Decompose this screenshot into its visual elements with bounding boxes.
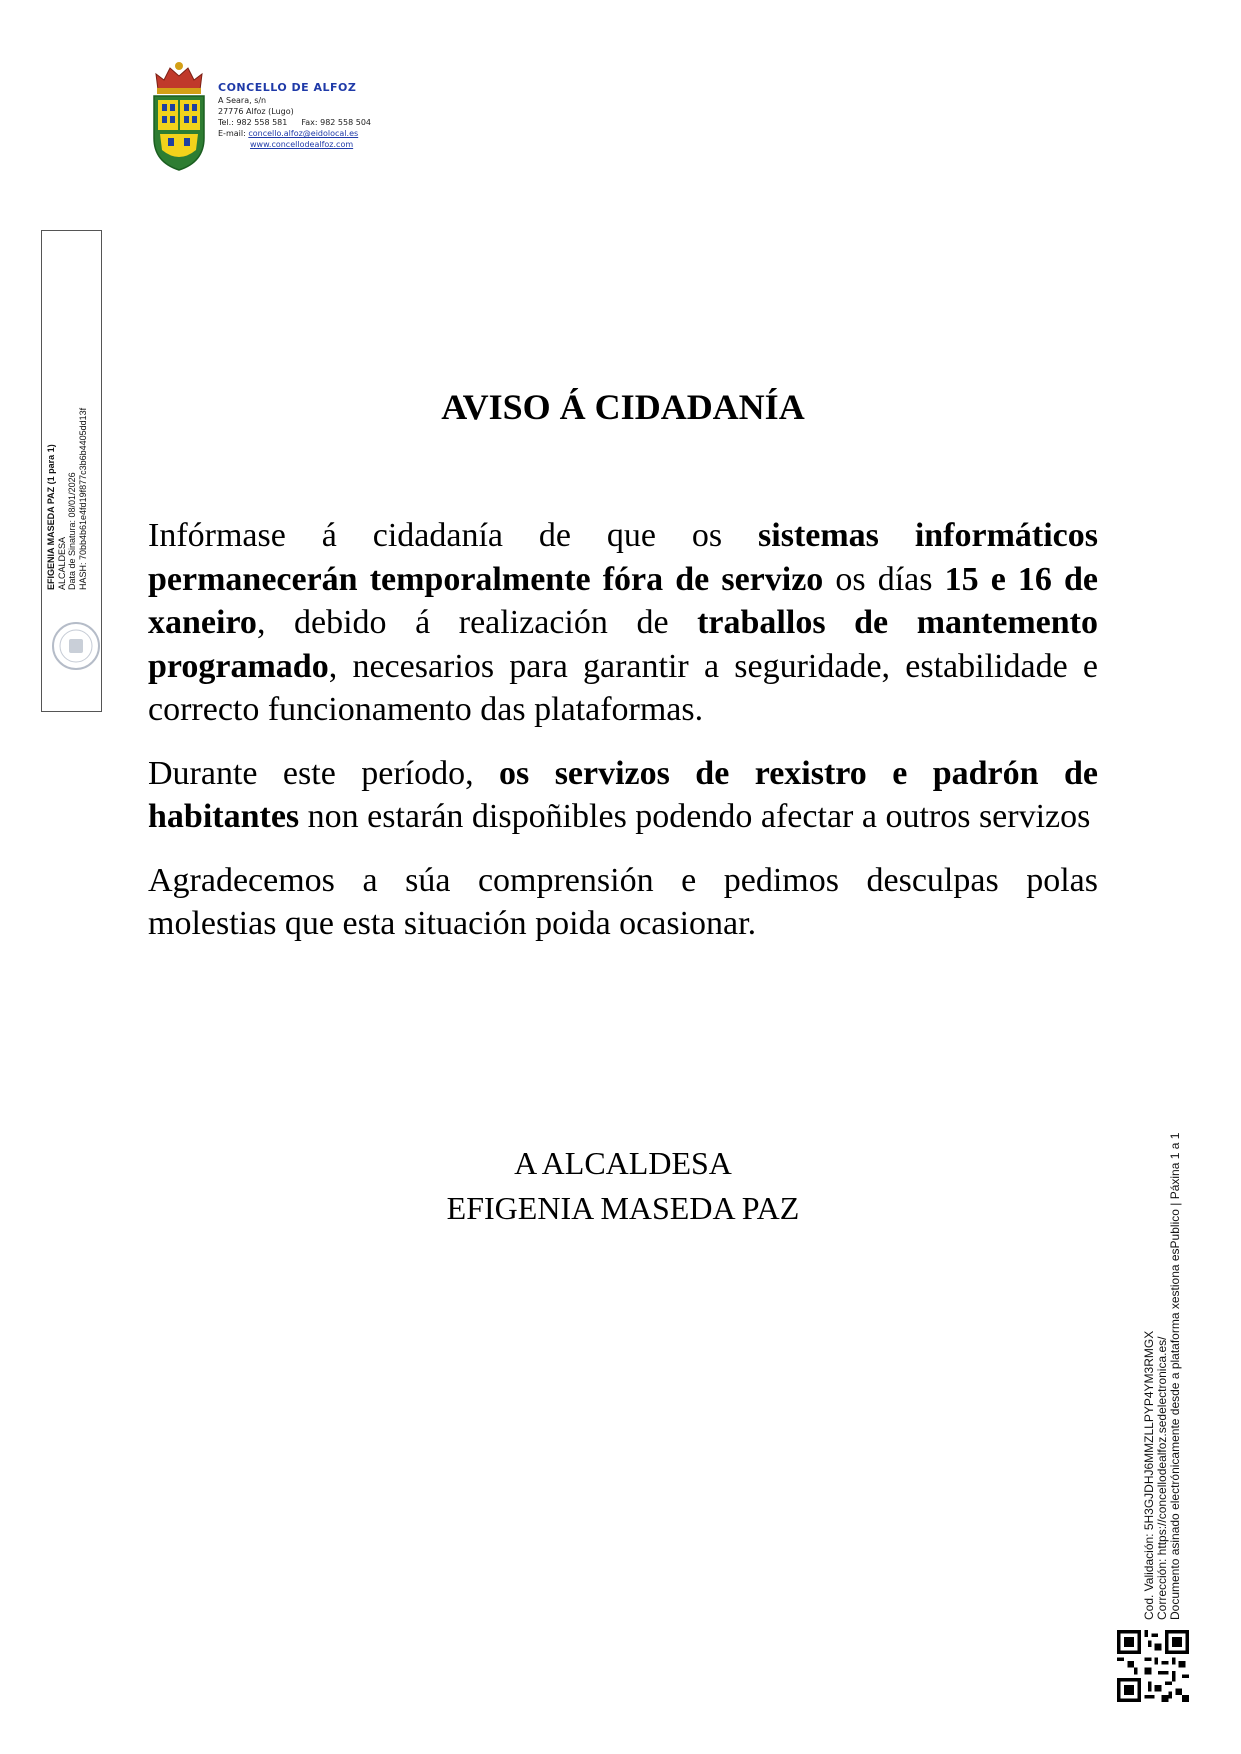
coat-of-arms-logo (150, 60, 208, 172)
org-web-link[interactable]: www.concellodealfoz.com (250, 140, 354, 149)
org-fax: Fax: 982 558 504 (301, 118, 371, 127)
bold-span: sistemas informáticos permanecerán temporalmente fóra de servizo (148, 517, 1098, 598)
text-span: , necesarios para garantir a seguridade, estabilidade e correcto funcionamento das plataformas. (148, 647, 1098, 728)
org-tel: Tel.: 982 558 581 (218, 118, 288, 127)
validation-url: Corrección: https://concellodealfoz.sedelectronica.es/ (1155, 1336, 1169, 1620)
org-phones (218, 117, 371, 128)
qr-code-icon[interactable] (1117, 1630, 1189, 1702)
signature-date: Data de Sinatura: 08/01/2026 (67, 472, 77, 590)
paragraph-2 (148, 752, 1098, 839)
org-email-label: E-mail: (218, 129, 246, 138)
org-postal: 27776 Alfoz (Lugo) (218, 107, 294, 116)
official-seal-icon (50, 620, 102, 672)
signature-info (46, 290, 88, 590)
paragraph-3: Agradecemos a súa comprensión e pedimos desculpas polas molestias que esta situación poida ocasionar. (148, 861, 1098, 942)
org-email-link[interactable]: concello.alfoz@eidolocal.es (248, 129, 359, 138)
org-email-line (218, 128, 371, 139)
signature-name: EFIGENIA MASEDA PAZ (446, 1190, 800, 1226)
signer-role: ALCALDESA (56, 536, 67, 590)
validation-code: Cod. Validación: 5H3GJDHJ6MMZLLPYP4YM3RMGX (1142, 1330, 1156, 1620)
document-title: AVISO Á CIDADANÍA (441, 387, 805, 427)
org-name: CONCELLO DE ALFOZ (218, 81, 357, 94)
signature-block (148, 1141, 1098, 1231)
signature-hash: HASH: 70bb4b61e4fd19f877c3b6b4405dd13f (77, 407, 88, 590)
org-address: A Seara, s/n (218, 96, 267, 105)
bold-span: 15 e 16 de xaneiro (148, 560, 1099, 641)
organization-header (218, 82, 371, 150)
paragraph-1 (148, 514, 1098, 732)
text-span: os días (823, 560, 945, 598)
text-span: Durante este período, (148, 754, 500, 792)
signer-name: EFIGENIA MASEDA PAZ (1 para 1) (46, 444, 56, 590)
signature-role: A ALCALDESA (514, 1145, 732, 1181)
validation-info (1143, 1100, 1182, 1620)
text-span: non estarán dispoñibles podendo afectar a outros servizos (299, 798, 1091, 835)
bold-span: traballos de mantemento programado (148, 604, 1098, 685)
validation-platform: Documento asinado electrónicamente desde a plataforma xestiona esPublico | Páxina 1 a 1 (1168, 1132, 1182, 1620)
text-span: , debido á realización de (256, 604, 698, 641)
document-body (148, 514, 1098, 966)
text-span: Infórmase á cidadanía de que os (148, 517, 759, 554)
bold-span: os servizos de rexistro e padrón de habitantes (148, 754, 1098, 835)
